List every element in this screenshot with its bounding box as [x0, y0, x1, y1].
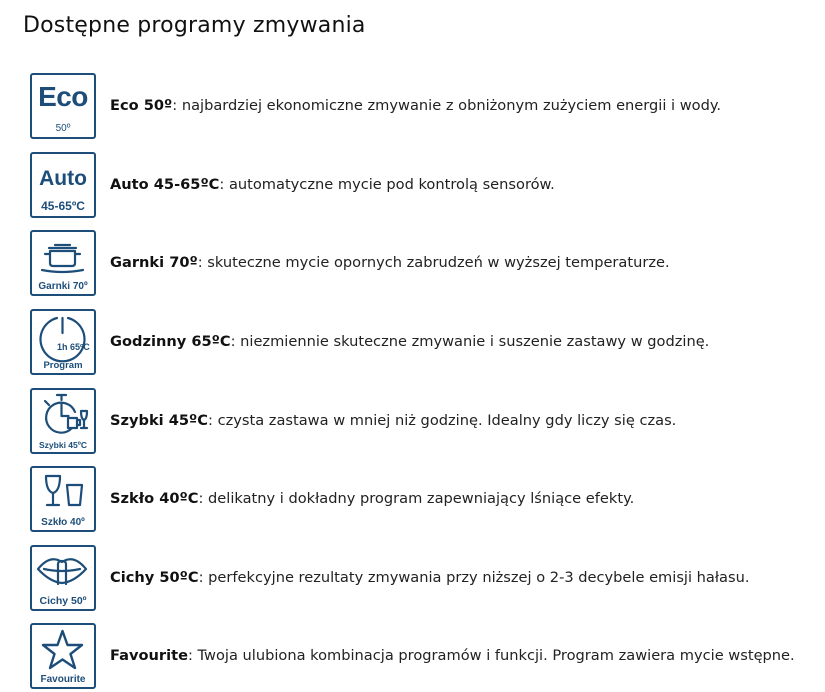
glass-icon-caption: Szkło 40º [41, 517, 85, 528]
program-description [110, 73, 721, 139]
auto-icon-caption: 45-65ºC [41, 199, 85, 213]
program-row-eco [30, 73, 820, 139]
star-icon [30, 623, 96, 689]
program-text: : czysta zastawa w mniej niż godzinę. Idealny gdy liczy się czas. [208, 412, 677, 429]
program-description [110, 152, 555, 218]
pot-icon [30, 230, 96, 296]
program-row-szklo [30, 466, 820, 532]
program-row-godzinny [30, 309, 820, 375]
program-description [110, 623, 795, 689]
program-description [110, 309, 709, 375]
clock-hour-icon [30, 309, 96, 375]
program-name: Garnki 70º [110, 254, 198, 271]
glass-icon [30, 466, 96, 532]
program-row-garnki [30, 230, 820, 296]
program-text: : najbardziej ekonomiczne zmywanie z obniżonym zużyciem energii i wody. [172, 97, 722, 114]
eco-icon-label: Eco [38, 81, 88, 112]
program-name: Favourite [110, 647, 188, 664]
stopwatch-icon [30, 388, 96, 454]
star-icon-caption: Favourite [40, 674, 86, 685]
program-text: : Twoja ulubiona kombinacja programów i funkcji. Program zawiera mycie wstępne. [187, 647, 795, 664]
program-description [110, 466, 634, 532]
program-description [110, 545, 749, 611]
page-title: Dostępne programy zmywania [23, 13, 366, 38]
program-description [110, 388, 676, 454]
program-name: Cichy 50ºC [110, 569, 199, 586]
program-row-auto [30, 152, 820, 218]
program-row-favourite [30, 623, 820, 689]
program-name: Auto 45-65ºC [110, 176, 220, 193]
silence-lips-icon [30, 545, 96, 611]
program-name: Szybki 45ºC [110, 412, 209, 429]
eco-icon-caption: 50º [55, 123, 71, 134]
auto-icon-label: Auto [39, 167, 87, 190]
program-text: : perfekcyjne rezultaty zmywania przy niższej o 2-3 decybele emisji hałasu. [198, 569, 750, 586]
eco-icon [30, 73, 96, 139]
program-name: Eco 50º [110, 97, 173, 114]
program-row-cichy [30, 545, 820, 611]
silence-lips-icon-caption: Cichy 50º [39, 595, 87, 607]
auto-icon [30, 152, 96, 218]
program-text: : automatyczne mycie pod kontrolą sensorów. [219, 176, 555, 193]
program-name: Godzinny 65ºC [110, 333, 231, 350]
stopwatch-icon-caption: Szybki 45ºC [39, 440, 87, 450]
pot-icon-caption: Garnki 70º [38, 281, 88, 292]
program-text: : skuteczne mycie opornych zabrudzeń w wyższej temperaturze. [197, 254, 670, 271]
program-row-szybki [30, 388, 820, 454]
program-description [110, 230, 670, 296]
program-name: Szkło 40ºC [110, 490, 199, 507]
clock-hour-icon-caption: Program [43, 360, 83, 371]
program-text: : niezmiennie skuteczne zmywanie i suszenie zastawy w godzinę. [230, 333, 710, 350]
clock-hour-icon-inner: 1h 65ºC [57, 342, 90, 352]
program-text: : delikatny i dokładny program zapewniający lśniące efekty. [198, 490, 635, 507]
